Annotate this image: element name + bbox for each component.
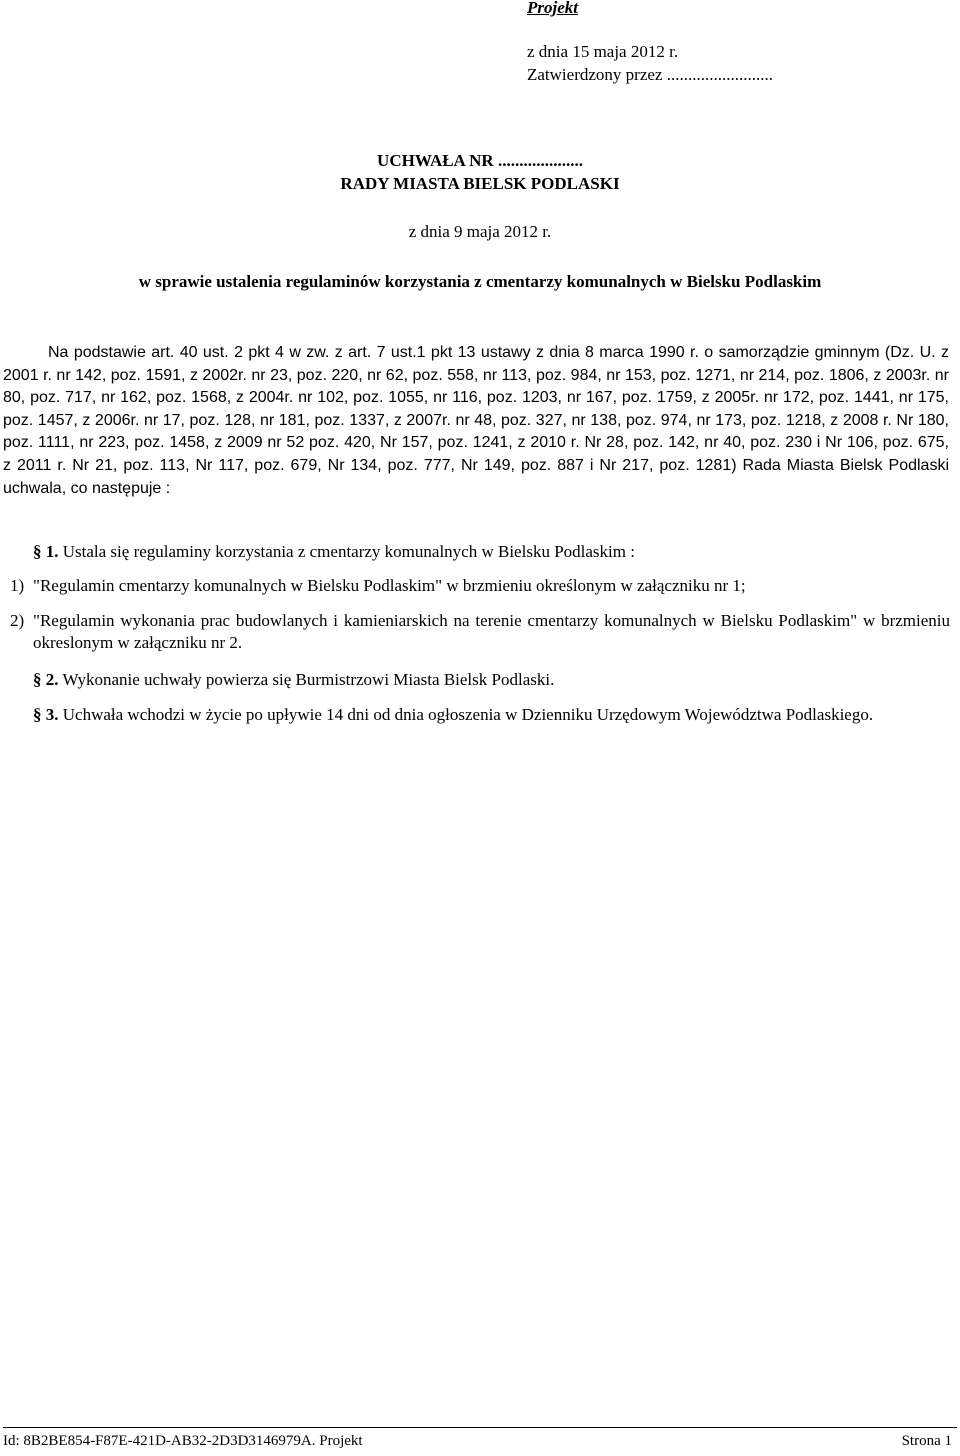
approved-by-line: Zatwierdzony przez .........................: [527, 65, 773, 84]
list-item-label: 2): [10, 611, 25, 630]
council-name: RADY MIASTA BIELSK PODLASKI: [340, 174, 620, 193]
section-2: [33, 669, 953, 691]
draft-status-label: Projekt: [527, 0, 578, 17]
section-symbol: §: [33, 542, 42, 561]
section-number: 1.: [45, 542, 59, 561]
resolution-topic: w sprawie ustalenia regulaminów korzystania z cmentarzy komunalnych w Bielsku Podlaskim: [138, 272, 822, 291]
legal-basis-paragraph: Na podstawie art. 40 ust. 2 pkt 4 w zw. z art. 7 ust.1 pkt 13 ustawy z dnia 8 marca 1990 r. o samorządzie gminnym (Dz. U. z 2001 r. nr 142, poz. 1591, z 2002r. nr 23, poz. 220, nr 62, poz. 558, nr 113, poz. 984, nr 153, poz. 1271, nr 214, poz. 1806, z 2003r. nr 80, poz. 717, nr 162, poz. 1568, z 2004r. nr 102, poz. 1055, nr 116, poz. 1203, nr 167, poz. 1759, z 2005r. nr 172, poz. 1441, nr 175, poz. 1457, z 2006r. nr 17, poz. 128, nr 181, poz. 1337, z 2007r. nr 48, poz. 327, nr 138, poz. 974, nr 173, poz. 1218, z 2008 r. Nr 180, poz. 1111, nr 223, poz. 1458, z 2009 nr 52 poz. 420, Nr 157, poz. 1241, z 2010 r. Nr 28, poz. 142, nr 40, poz. 230 i Nr 106, poz. 675, z 2011 r. Nr 21, poz. 113, Nr 117, poz. 679, Nr 134, poz. 777, Nr 149, poz. 887 i Nr 217, poz. 1281) Rada Miasta Bielsk Podlaski uchwala, co następuje :: [3, 344, 949, 497]
section-symbol: §: [33, 670, 42, 689]
draft-date-line: z dnia 15 maja 2012 r.: [527, 42, 679, 61]
section-1: [33, 541, 953, 563]
resolution-number: UCHWAŁA NR ....................: [377, 151, 583, 170]
list-item-text: "Regulamin cmentarzy komunalnych w Bielsku Podlaskim" w brzmieniu określonym w załączniku nr 1;: [33, 576, 746, 595]
page-number: Strona 1: [901, 1433, 952, 1449]
resolution-date: z dnia 9 maja 2012 r.: [408, 222, 552, 241]
section-number: 3.: [45, 705, 59, 724]
list-item-label: 1): [10, 576, 25, 595]
section-text: Uchwała wchodzi w życie po upływie 14 dni od dnia ogłoszenia w Dzienniku Urzędowym Województwa Podlaskiego.: [58, 705, 874, 724]
section-text: Ustala się regulaminy korzystania z cmentarzy komunalnych w Bielsku Podlaskim :: [58, 542, 635, 561]
section-3: [3, 704, 949, 726]
document-id: Id: 8B2BE854-F87E-421D-AB32-2D3D3146979A. Projekt: [3, 1433, 363, 1449]
section-symbol: §: [33, 705, 42, 724]
section-text: Wykonanie uchwały powierza się Burmistrzowi Miasta Bielsk Podlaski.: [58, 670, 555, 689]
footer-divider: [3, 1427, 957, 1428]
list-item: [10, 575, 950, 597]
section-number: 2.: [45, 670, 59, 689]
list-item: [10, 610, 950, 654]
list-item-text: "Regulamin wykonania prac budowlanych i kamieniarskich na terenie cmentarzy komunalnych w Bielsku Podlaskim" w brzmieniu okreslonym w załączniku nr 2.: [33, 611, 950, 652]
